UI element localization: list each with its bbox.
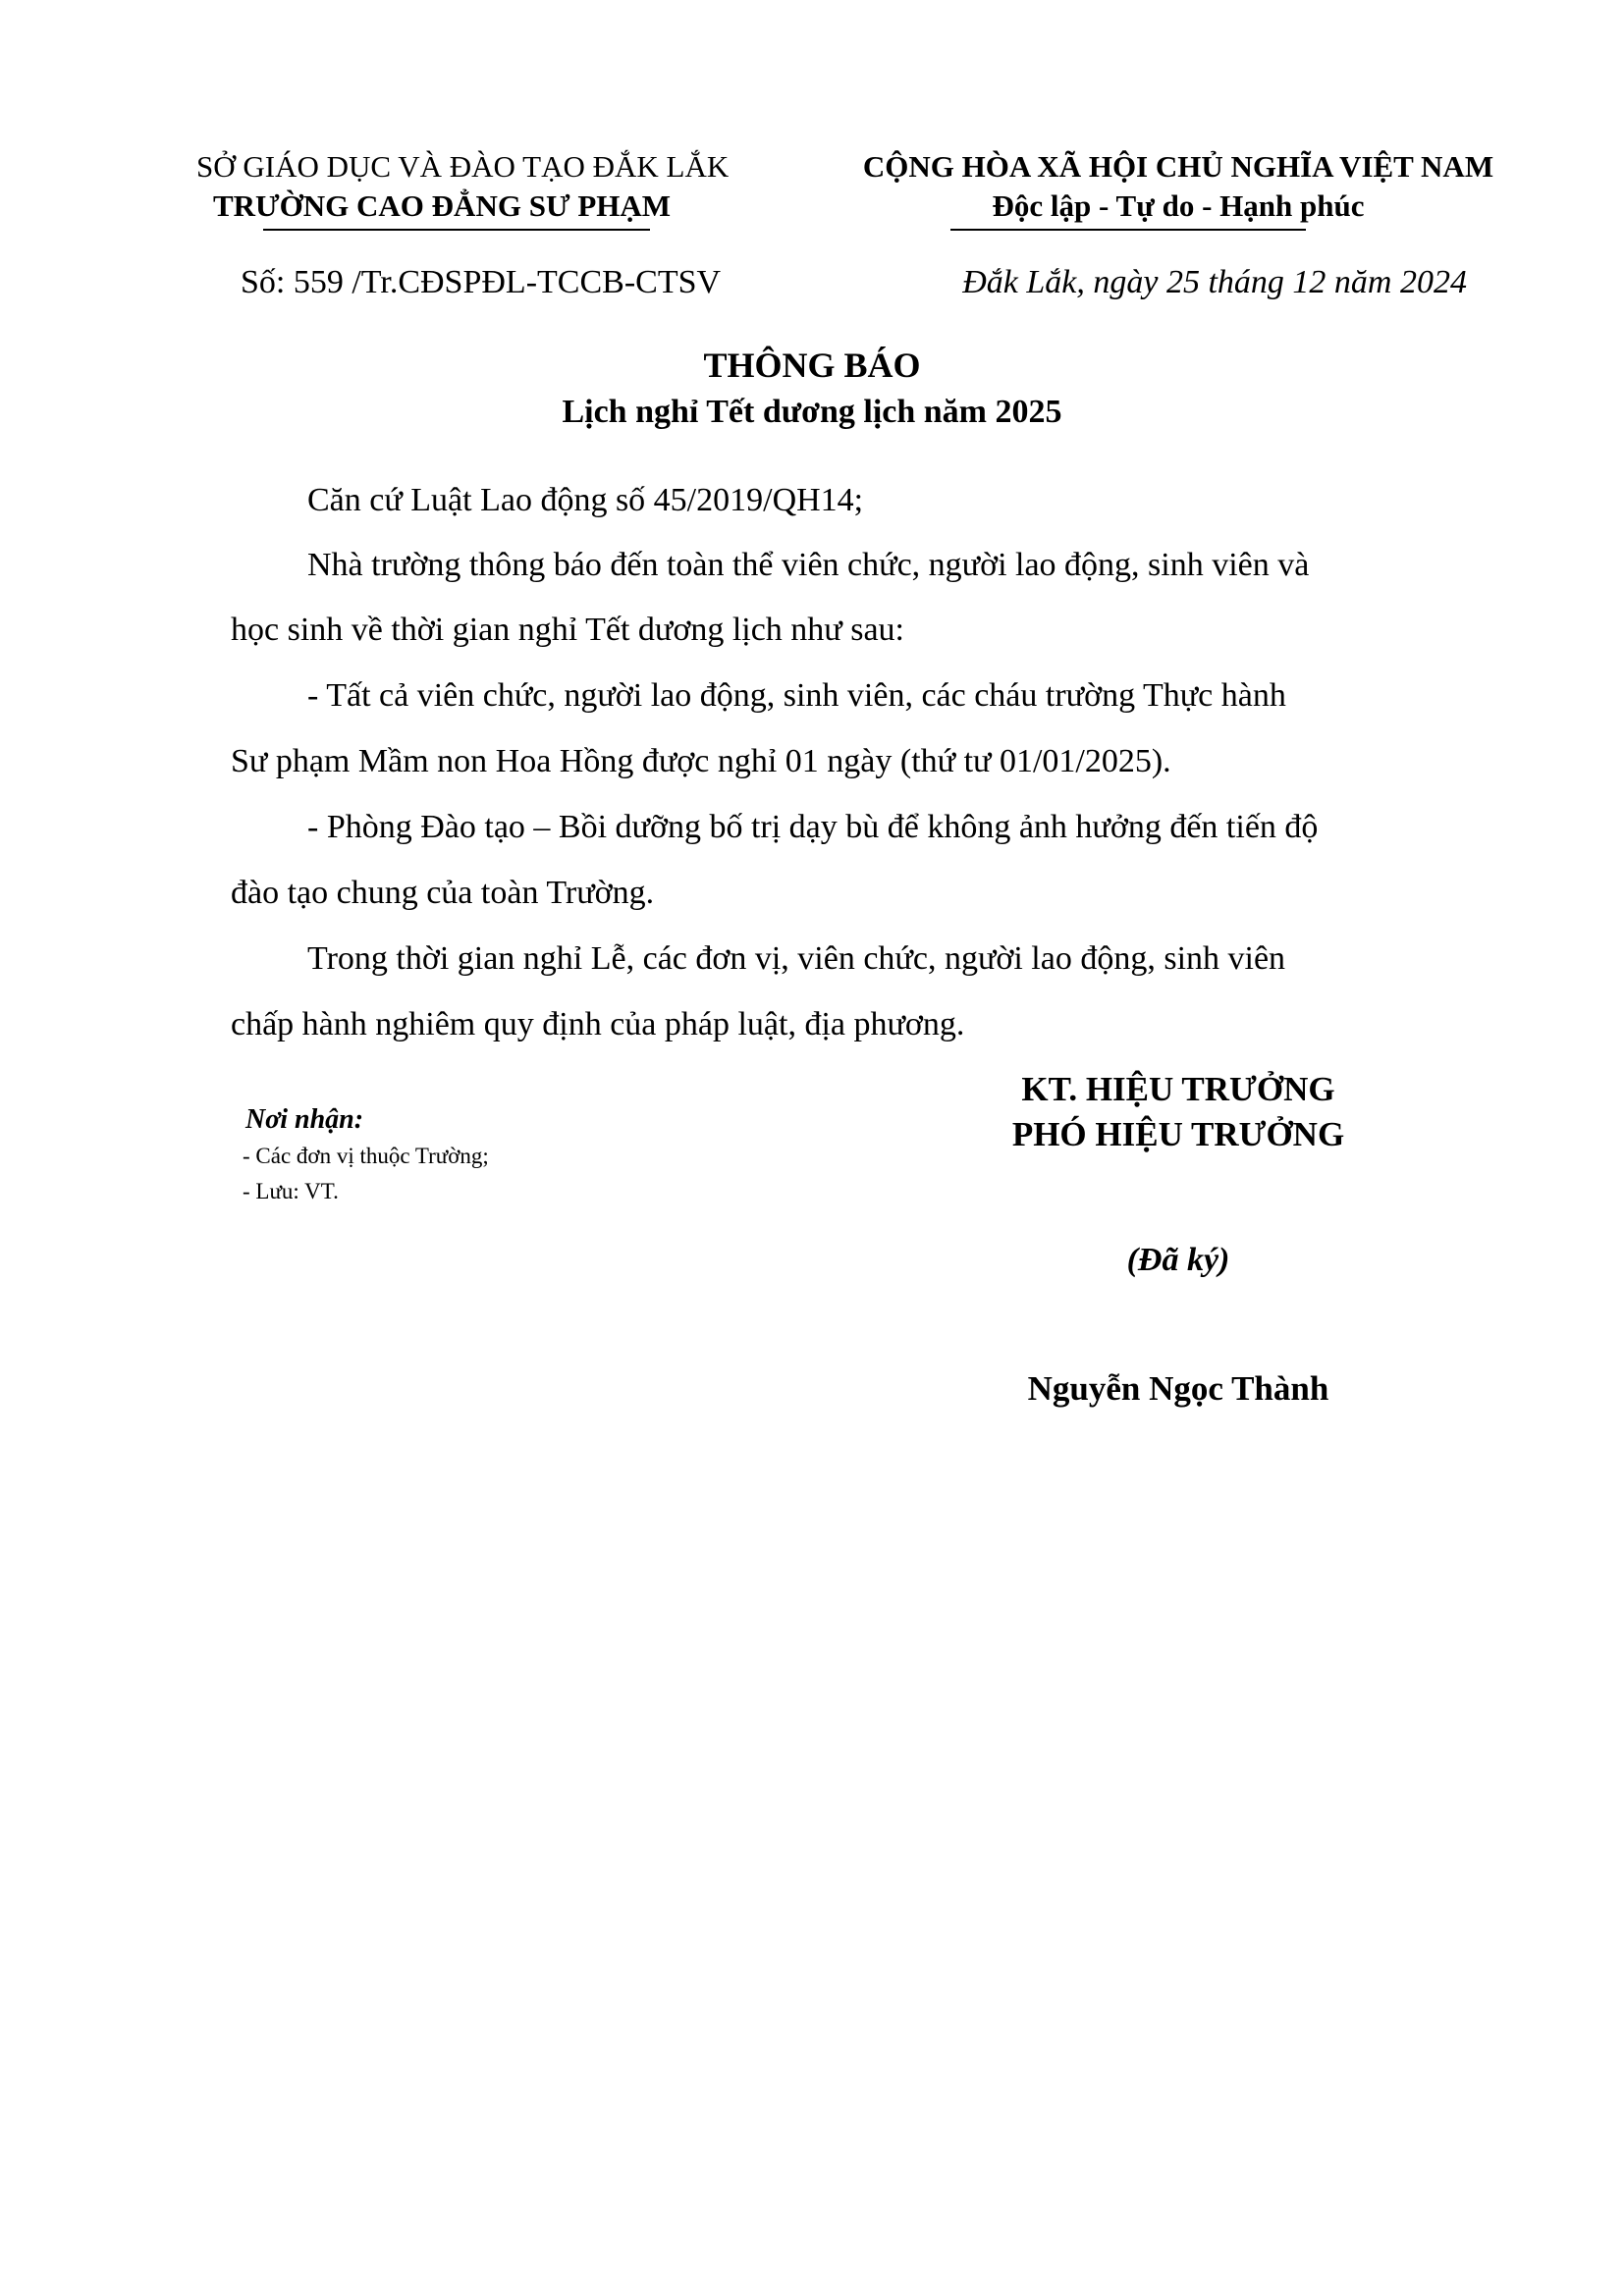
motto-underline [950,229,1306,231]
paragraph-makeup-line2: đào tạo chung của toàn Trường. [231,875,655,911]
paragraph-announcement-line1: Nhà trường thông báo đến toàn thể viên chức, người lao động, sinh viên và [307,547,1310,583]
title-subject: Lịch nghỉ Tết dương lịch năm 2025 [562,394,1062,430]
signature-title [923,1067,1434,1157]
paragraph-announcement-line2: học sinh về thời gian nghỉ Tết dương lịch như sau: [231,612,904,648]
place-and-date: Đắk Lắk, ngày 25 tháng 12 năm 2024 [962,264,1467,300]
paragraph-legal-basis: Căn cứ Luật Lao động số 45/2019/QH14; [307,482,864,518]
document-number: Số: 559 /Tr.CĐSPĐL-TCCB-CTSV [241,264,722,300]
school-name: TRƯỜNG CAO ĐẲNG SƯ PHẠM [212,188,672,223]
signer-authority: KT. HIỆU TRƯỞNG [1021,1070,1335,1108]
country-name: CỘNG HÒA XÃ HỘI CHỦ NGHĨA VIỆT NAM [862,149,1494,184]
issuing-authority [196,147,730,226]
title-main: THÔNG BÁO [703,346,921,385]
recipient-item: - Các đơn vị thuộc Trường; [243,1144,489,1168]
paragraph-makeup-line1: - Phòng Đào tạo – Bồi dưỡng bố trị dạy bù để không ảnh hưởng đến tiến độ [307,809,1319,845]
document-title [0,342,1624,436]
national-motto [785,147,1571,226]
paragraph-compliance-line2: chấp hành nghiêm quy định của pháp luật, địa phương. [231,1006,965,1042]
paragraph-holiday-line2: Sư phạm Mầm non Hoa Hồng được nghỉ 01 ngày (thứ tư 01/01/2025). [231,743,1171,779]
signer-position: PHÓ HIỆU TRƯỞNG [1011,1115,1345,1153]
school-name-underline [263,229,650,231]
signer-name: Nguyễn Ngọc Thành [1027,1369,1329,1408]
motto-text: Độc lập - Tự do - Hạnh phúc [992,188,1365,223]
paragraph-compliance-line1: Trong thời gian nghỉ Lễ, các đơn vị, viên chức, người lao động, sinh viên [307,940,1286,977]
paragraph-holiday-line1: - Tất cả viên chức, người lao động, sinh viên, các cháu trường Thực hành [307,677,1286,714]
department-name: SỞ GIÁO DỤC VÀ ĐÀO TẠO ĐẮK LẮK [196,149,730,184]
signed-mark: (Đã ký) [1126,1242,1230,1278]
recipient-item: - Lưu: VT. [243,1179,339,1203]
recipients-title: Nơi nhận: [245,1104,364,1135]
